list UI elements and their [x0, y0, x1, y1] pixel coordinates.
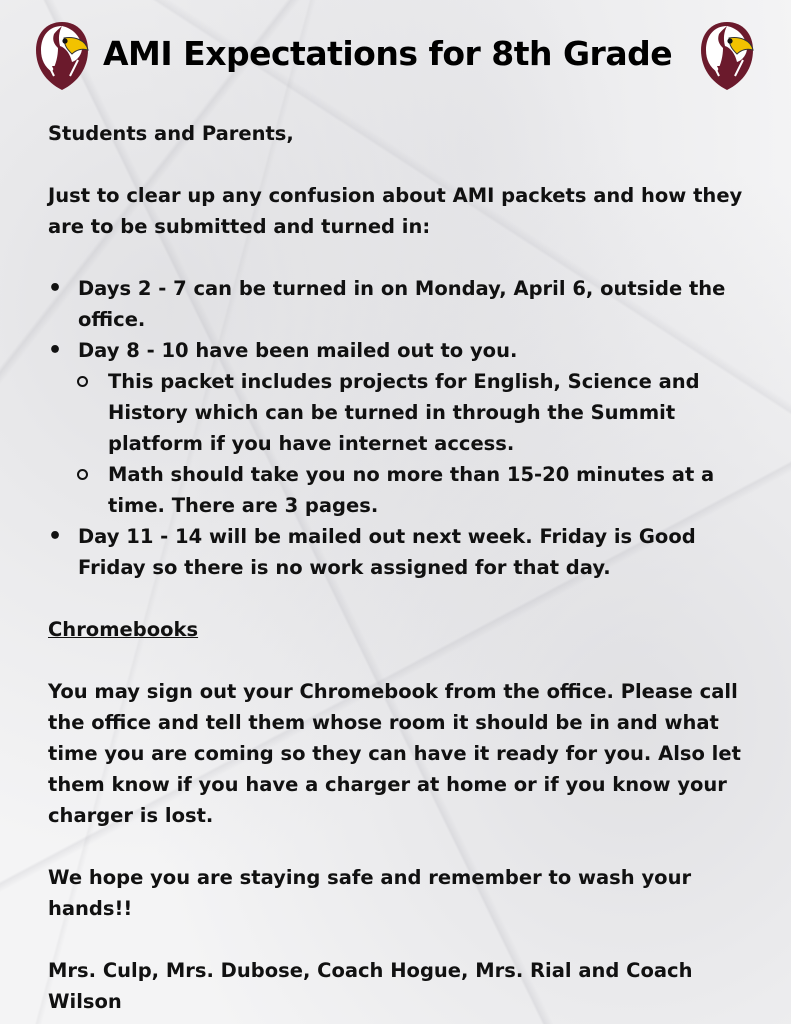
- list-item-text: Day 8 - 10 have been mailed out to you.: [78, 339, 518, 362]
- list-item: [78, 521, 753, 583]
- eagle-mascot-icon: [697, 20, 757, 92]
- packet-sublist: [78, 366, 753, 521]
- list-item-text: Days 2 - 7 can be turned in on Monday, April 6, outside the office.: [78, 277, 726, 331]
- chromebooks-paragraph: You may sign out your Chromebook from the office. Please call the office and tell them whose room it should be in and what time you are coming so they can have it ready for you. Also let them know if you have a charger at home or if you know your charger is lost.: [48, 680, 741, 827]
- sub-list-item-text: This packet includes projects for English, Science and History which can be turned in through the Summit platform if you have internet access.: [108, 370, 700, 455]
- list-item: [78, 335, 753, 521]
- list-item-text: Day 11 - 14 will be mailed out next week. Friday is Good Friday so there is no work assigned for that day.: [78, 525, 696, 579]
- packet-list: [48, 273, 753, 583]
- sub-list-item: [108, 366, 753, 459]
- sub-list-item-text: Math should take you no more than 15-20 minutes at a time. There are 3 pages.: [108, 463, 715, 517]
- closing-paragraph: We hope you are staying safe and remember to wash your hands!!: [48, 866, 692, 920]
- page-title: AMI Expectations for 8th Grade: [103, 34, 673, 73]
- list-item: [78, 273, 753, 335]
- sub-list-item: [108, 459, 753, 521]
- chromebooks-heading: Chromebooks: [48, 618, 199, 641]
- signature: Mrs. Culp, Mrs. Dubose, Coach Hogue, Mrs. Rial and Coach Wilson: [48, 959, 693, 1013]
- intro-paragraph: Just to clear up any confusion about AMI packets and how they are to be submitted and turned in:: [48, 184, 743, 238]
- eagle-mascot-icon: [32, 20, 92, 92]
- letter-body: [48, 118, 753, 1017]
- greeting: Students and Parents,: [48, 122, 294, 145]
- page-header: [0, 18, 791, 98]
